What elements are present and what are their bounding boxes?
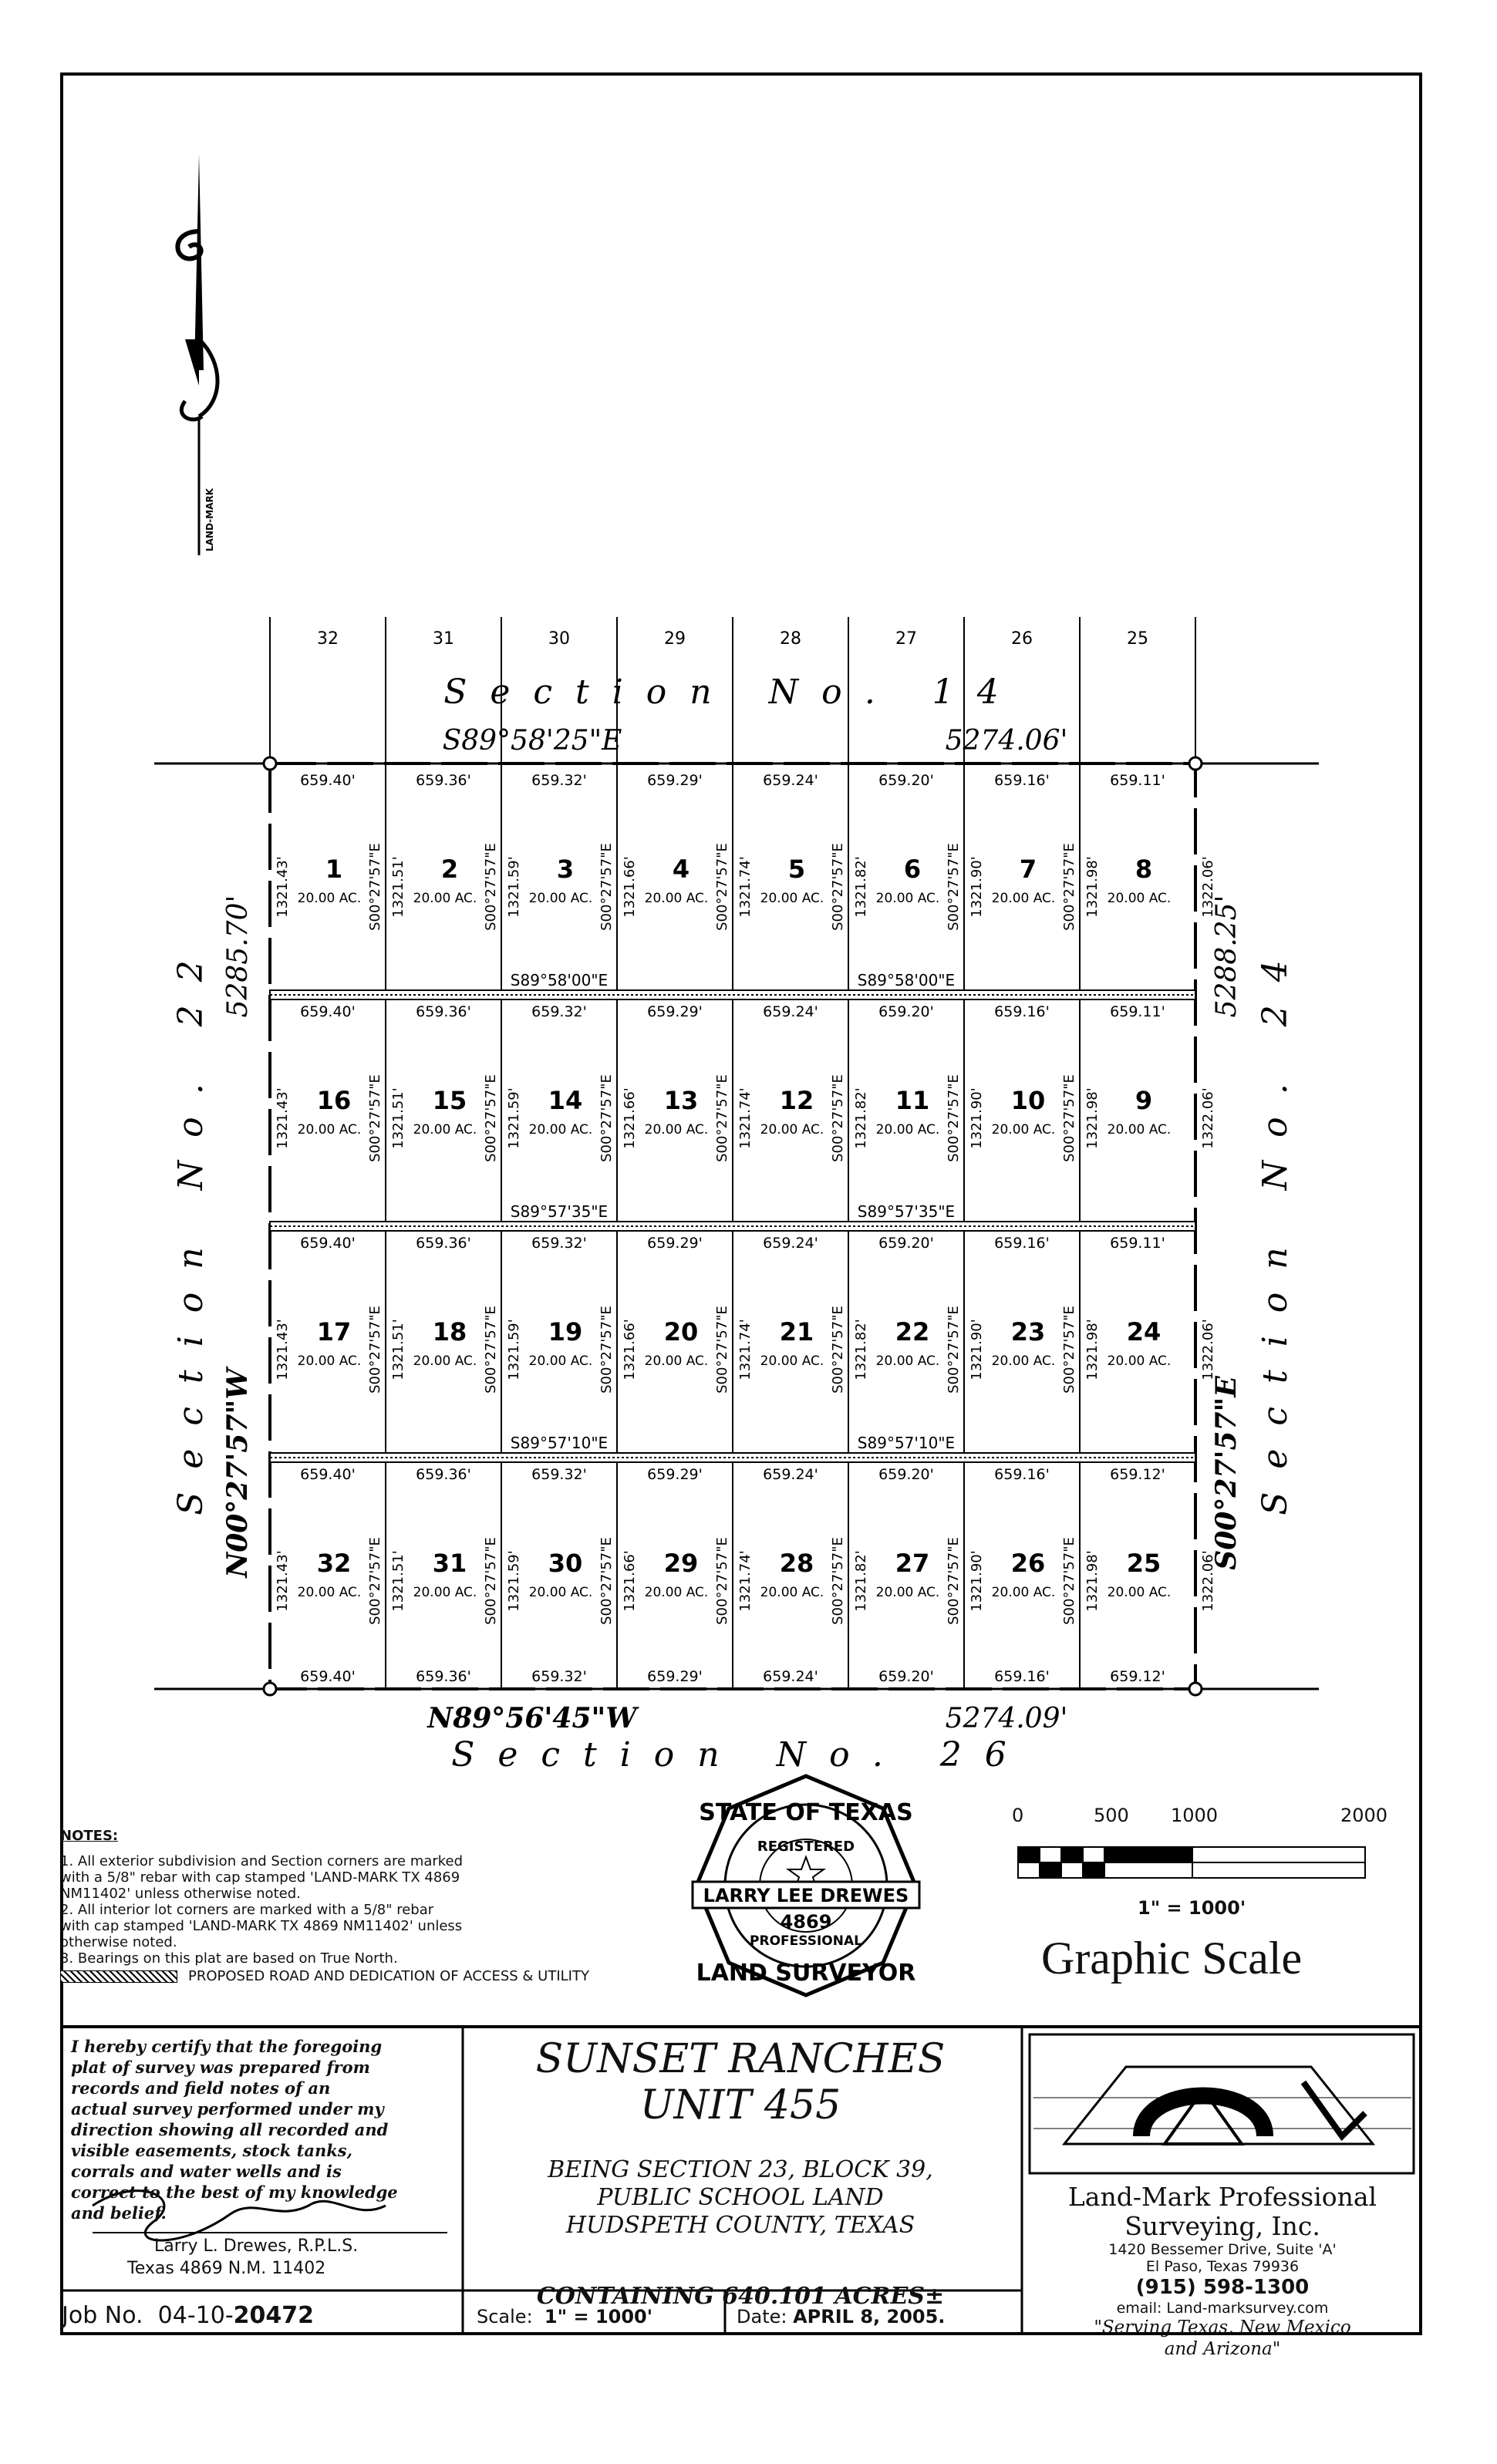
seal-number: 4869 — [780, 1911, 832, 1933]
lot-bearing: S00°27'57"E — [598, 843, 615, 931]
project-desc: BEING SECTION 23, BLOCK 39, — [548, 2156, 933, 2183]
lot-length: 1321.59' — [506, 1550, 522, 1612]
project-unit: UNIT 455 — [639, 2082, 841, 2129]
cert-line: and belief. — [71, 2203, 167, 2223]
lot-bearing: S00°27'57"E — [1061, 1537, 1077, 1625]
lot-width: 659.29' — [647, 1235, 703, 1252]
lot-area: 20.00 AC. — [760, 1353, 824, 1369]
notes-line: with a 5/8" rebar with cap stamped 'LAND-MARK TX 4869 — [60, 1869, 460, 1886]
date-value: APRIL 8, 2005. — [793, 2306, 946, 2327]
distance-east: 5288.25' — [1211, 895, 1242, 1018]
lot-width: 659.16' — [994, 1235, 1050, 1252]
notes-line: otherwise noted. — [60, 1934, 177, 1950]
lot-width: 659.20' — [878, 1235, 934, 1252]
road-bearing: S89°57'10"E — [857, 1434, 956, 1452]
scale-tick-label: 500 — [1094, 1805, 1129, 1826]
road-legend-label: PROPOSED ROAD AND DEDICATION OF ACCESS & UTILITY — [188, 1968, 589, 1984]
section-number: 25 — [1127, 629, 1148, 649]
road-legend — [60, 1968, 631, 1984]
lot-length: 1321.74' — [737, 1550, 754, 1612]
lot-length: 1321.43' — [275, 1087, 291, 1149]
notes-line: 3. Bearings on this plat are based on True North. — [60, 1950, 398, 1967]
lot-length: 1321.90' — [969, 1319, 985, 1380]
lot-number: 18 — [432, 1317, 467, 1347]
seal-professional: PROFESSIONAL — [750, 1933, 862, 1949]
lot-bearing: S00°27'57"E — [946, 1537, 962, 1625]
scale-box-label: Scale: — [477, 2306, 533, 2327]
firm-slogan: "Serving Texas, New Mexico — [1094, 2317, 1351, 2338]
lot-area: 20.00 AC. — [760, 1122, 824, 1138]
lot-length: 1321.82' — [853, 856, 869, 918]
notes-heading: NOTES: — [60, 1828, 119, 1844]
lot-number: 17 — [316, 1317, 352, 1347]
lot-area: 20.00 AC. — [1107, 1353, 1172, 1369]
section-number: 27 — [895, 629, 917, 649]
distance-north: 5274.06' — [945, 725, 1068, 757]
lot-number: 12 — [779, 1086, 814, 1115]
scale-tick-label: 1000 — [1171, 1805, 1219, 1826]
lot-length: 1321.43' — [275, 1319, 291, 1380]
lot-width: 659.40' — [300, 1003, 356, 1020]
lot-bearing: S00°27'57"E — [1061, 1306, 1077, 1394]
lot-length: 1321.43' — [275, 856, 291, 918]
lot-number: 22 — [895, 1317, 930, 1347]
lot-number: 13 — [663, 1086, 699, 1115]
lot-bearing: S00°27'57"E — [483, 1306, 499, 1394]
corner-monument — [264, 757, 276, 770]
lot-width: 659.32' — [531, 1235, 587, 1252]
firm-slogan: and Arizona" — [1164, 2339, 1281, 2359]
lot-length: 1321.59' — [506, 1319, 522, 1380]
corner-monument — [1189, 757, 1202, 770]
corner-monument — [264, 1683, 276, 1695]
lot-area: 20.00 AC. — [528, 891, 593, 906]
lot-width: 659.29' — [647, 772, 703, 789]
lot-width: 659.32' — [531, 772, 587, 789]
lot-number: 32 — [316, 1549, 352, 1578]
lot-area: 20.00 AC. — [528, 1122, 593, 1138]
plat-drawing — [154, 617, 1319, 1775]
lot-width: 659.16' — [994, 1003, 1050, 1020]
lot-length: 1321.51' — [390, 1550, 406, 1612]
lot-length: 1321.82' — [853, 1319, 869, 1380]
lot-width: 659.36' — [416, 772, 471, 789]
lot-number: 28 — [779, 1549, 814, 1578]
firm-name: Surveying, Inc. — [1124, 2211, 1320, 2241]
lot-bearing: S00°27'57"E — [830, 1537, 846, 1625]
lot-length: 1321.90' — [969, 1087, 985, 1149]
lot-width: 659.36' — [416, 1466, 471, 1483]
lot-number: 2 — [440, 854, 459, 884]
scale-tick-label: 2000 — [1340, 1805, 1388, 1826]
surveyor-seal — [693, 1776, 919, 1995]
lot-bearing: S00°27'57"E — [946, 1074, 962, 1162]
lot-length: 1322.06' — [1200, 1550, 1216, 1612]
lot-area: 20.00 AC. — [297, 1122, 362, 1138]
lot-width: 659.11' — [1110, 1003, 1165, 1020]
section-number: 30 — [548, 629, 570, 649]
section-number: 28 — [780, 629, 801, 649]
lot-number: 5 — [787, 854, 806, 884]
firm-address: 1420 Bessemer Drive, Suite 'A' — [1108, 2241, 1337, 2258]
lot-area: 20.00 AC. — [1107, 1122, 1172, 1138]
lot-number: 29 — [663, 1549, 699, 1578]
job-number — [62, 2302, 314, 2329]
lot-area: 20.00 AC. — [644, 1585, 709, 1600]
lot-width: 659.24' — [763, 772, 818, 789]
section-number: 31 — [433, 629, 454, 649]
notes-line: NM11402' unless otherwise noted. — [60, 1886, 301, 1902]
certification-text — [71, 2036, 457, 2223]
lot-area: 20.00 AC. — [875, 1585, 940, 1600]
lot-length: 1321.82' — [853, 1550, 869, 1612]
lot-area: 20.00 AC. — [644, 1122, 709, 1138]
lot-width: 659.12' — [1110, 1466, 1165, 1483]
lot-bearing: S00°27'57"E — [714, 1074, 730, 1162]
lot-bearing: S00°27'57"E — [946, 1306, 962, 1394]
lot-number: 26 — [1010, 1549, 1046, 1578]
lot-bearing: S00°27'57"E — [830, 1074, 846, 1162]
section-label-west: Section No. 22 — [171, 937, 211, 1515]
seal-registered: REGISTERED — [757, 1839, 855, 1855]
lot-bearing: S00°27'57"E — [714, 1537, 730, 1625]
notes-block — [60, 1828, 631, 1984]
lot-number: 10 — [1010, 1086, 1046, 1115]
cert-line: corrals and water wells and is — [71, 2162, 342, 2181]
lot-number: 31 — [432, 1549, 467, 1578]
lot-area: 20.00 AC. — [413, 1122, 477, 1138]
seal-state: STATE OF TEXAS — [699, 1799, 913, 1826]
lot-length: 1321.98' — [1084, 856, 1101, 918]
bearing-north: S89°58'25"E — [442, 725, 622, 757]
section-number: 26 — [1011, 629, 1033, 649]
lot-width: 659.32' — [531, 1003, 587, 1020]
lot-area: 20.00 AC. — [1107, 891, 1172, 906]
road-hatch-swatch — [60, 1970, 177, 1983]
lot-area: 20.00 AC. — [413, 1585, 477, 1600]
lot-length: 1321.59' — [506, 856, 522, 918]
lot-length: 1321.98' — [1084, 1087, 1101, 1149]
lot-length: 1322.06' — [1200, 856, 1216, 918]
lot-area: 20.00 AC. — [991, 1122, 1056, 1138]
lot-width: 659.40' — [300, 1235, 356, 1252]
lot-width: 659.16' — [994, 1668, 1050, 1685]
lot-width: 659.11' — [1110, 772, 1165, 789]
seal-name: LARRY LEE DREWES — [703, 1885, 909, 1906]
notes-line: with cap stamped 'LAND-MARK TX 4869 NM11402' unless — [60, 1918, 463, 1934]
lot-area: 20.00 AC. — [528, 1353, 593, 1369]
project-title-block — [463, 2036, 1018, 2310]
lot-width: 659.20' — [878, 1003, 934, 1020]
lot-area: 20.00 AC. — [991, 1585, 1056, 1600]
lot-number: 8 — [1135, 854, 1153, 884]
lot-width: 659.24' — [763, 1668, 818, 1685]
cert-line: records and field notes of an — [71, 2078, 331, 2098]
bearing-south: N89°56'45"W — [427, 1702, 637, 1734]
notes-line: 1. All exterior subdivision and Section corners are marked — [60, 1853, 464, 1869]
lot-bearing: S00°27'57"E — [483, 843, 499, 931]
job-prefix: 04-10- — [157, 2302, 234, 2329]
lot-area: 20.00 AC. — [760, 1585, 824, 1600]
lot-area: 20.00 AC. — [760, 891, 824, 906]
lot-bearing: S00°27'57"E — [830, 843, 846, 931]
lot-width: 659.12' — [1110, 1668, 1165, 1685]
lot-number: 16 — [316, 1086, 352, 1115]
graphic-scale — [1012, 1805, 1419, 1990]
scale-box-value: 1" = 1000' — [544, 2306, 653, 2327]
lot-bearing: S00°27'57"E — [367, 1074, 383, 1162]
lot-area: 20.00 AC. — [644, 1353, 709, 1369]
firm-address: El Paso, Texas 79936 — [1145, 2258, 1300, 2275]
lot-length: 1321.51' — [390, 856, 406, 918]
lot-bearing: S00°27'57"E — [367, 1306, 383, 1394]
lot-number: 11 — [895, 1086, 930, 1115]
lot-bearing: S00°27'57"E — [1061, 1074, 1077, 1162]
lot-width: 659.16' — [994, 772, 1050, 789]
lot-number: 14 — [548, 1086, 583, 1115]
lot-area: 20.00 AC. — [297, 1353, 362, 1369]
firm-phone: (915) 598-1300 — [1135, 2276, 1310, 2299]
lot-length: 1321.90' — [969, 856, 985, 918]
lot-area: 20.00 AC. — [644, 891, 709, 906]
lot-width: 659.29' — [647, 1466, 703, 1483]
lot-bearing: S00°27'57"E — [598, 1537, 615, 1625]
lot-number: 3 — [556, 854, 575, 884]
section-label-east: Section No. 24 — [1256, 937, 1295, 1515]
notes-line: 2. All interior lot corners are marked with a 5/8" rebar — [60, 1902, 434, 1918]
lot-width: 659.36' — [416, 1003, 471, 1020]
job-label: Job No. — [62, 2302, 143, 2329]
lot-number: 15 — [432, 1086, 467, 1115]
north-arrow-brand: LAND-MARK — [204, 488, 215, 551]
lot-length: 1321.66' — [622, 1319, 638, 1380]
road-bearing: S89°57'10"E — [510, 1434, 609, 1452]
lot-number: 4 — [672, 854, 690, 884]
lot-bearing: S00°27'57"E — [830, 1306, 846, 1394]
lot-area: 20.00 AC. — [297, 1585, 362, 1600]
signer-license: Texas 4869 N.M. 11402 — [127, 2259, 326, 2278]
lot-length: 1322.06' — [1200, 1087, 1216, 1149]
lot-number: 23 — [1010, 1317, 1046, 1347]
project-desc: HUDSPETH COUNTY, TEXAS — [565, 2212, 915, 2239]
project-title: SUNSET RANCHES — [535, 2036, 946, 2082]
lot-width: 659.36' — [416, 1235, 471, 1252]
lot-number: 21 — [779, 1317, 814, 1347]
lot-width: 659.16' — [994, 1466, 1050, 1483]
section-number: 29 — [664, 629, 686, 649]
lot-width: 659.24' — [763, 1466, 818, 1483]
lot-length: 1321.98' — [1084, 1550, 1101, 1612]
cert-line: I hereby certify that the foregoing — [71, 2037, 383, 2056]
lot-area: 20.00 AC. — [1107, 1585, 1172, 1600]
lot-number: 25 — [1126, 1549, 1162, 1578]
project-desc: PUBLIC SCHOOL LAND — [597, 2184, 884, 2211]
cert-line: visible easements, stock tanks, — [71, 2141, 352, 2160]
road-bearing: S89°58'00"E — [510, 971, 609, 989]
lot-width: 659.40' — [300, 1466, 356, 1483]
sheet-border — [62, 74, 1421, 2334]
lot-width: 659.32' — [531, 1668, 587, 1685]
signer-name: Larry L. Drewes, R.P.L.S. — [154, 2236, 359, 2256]
cert-line: plat of survey was prepared from — [71, 2058, 370, 2077]
lot-length: 1321.74' — [737, 856, 754, 918]
lot-width: 659.29' — [647, 1668, 703, 1685]
date-label: Date: — [737, 2306, 787, 2327]
lot-bearing: S00°27'57"E — [946, 843, 962, 931]
lot-width: 659.11' — [1110, 1235, 1165, 1252]
lot-bearing: S00°27'57"E — [367, 1537, 383, 1625]
lot-number: 20 — [663, 1317, 699, 1347]
lot-number: 9 — [1135, 1086, 1153, 1115]
firm-block — [1026, 2183, 1419, 2360]
lot-length: 1321.74' — [737, 1319, 754, 1380]
lot-length: 1321.43' — [275, 1550, 291, 1612]
lot-bearing: S00°27'57"E — [598, 1306, 615, 1394]
cert-line: direction showing all recorded and — [71, 2120, 389, 2139]
distance-west: 5285.70' — [222, 895, 254, 1018]
lot-width: 659.29' — [647, 1003, 703, 1020]
lot-number: 24 — [1126, 1317, 1162, 1347]
lot-bearing: S00°27'57"E — [714, 1306, 730, 1394]
firm-logo — [1033, 2067, 1411, 2144]
lot-area: 20.00 AC. — [413, 1353, 477, 1369]
lot-length: 1322.06' — [1200, 1319, 1216, 1380]
section-number: 32 — [317, 629, 339, 649]
cert-line: correct to the best of my knowledge — [71, 2183, 398, 2202]
lot-width: 659.32' — [531, 1466, 587, 1483]
scale-tick-label: 0 — [1012, 1805, 1024, 1826]
lot-length: 1321.98' — [1084, 1319, 1101, 1380]
lot-area: 20.00 AC. — [297, 891, 362, 906]
lot-length: 1321.51' — [390, 1319, 406, 1380]
lot-area: 20.00 AC. — [875, 1353, 940, 1369]
project-acreage: CONTAINING 640.101 ACRES± — [536, 2283, 945, 2310]
lot-area: 20.00 AC. — [991, 891, 1056, 906]
firm-email: email: Land-marksurvey.com — [1116, 2300, 1329, 2317]
scale-title: Graphic Scale — [1041, 1933, 1303, 1984]
lot-area: 20.00 AC. — [875, 1122, 940, 1138]
lot-bearing: S00°27'57"E — [1061, 843, 1077, 931]
lot-width: 659.36' — [416, 1668, 471, 1685]
section-label-north: Section No. 14 — [443, 672, 1022, 712]
lot-width: 659.40' — [300, 772, 356, 789]
road-bearing: S89°58'00"E — [857, 971, 956, 989]
lot-length: 1321.66' — [622, 1550, 638, 1612]
lot-bearing: S00°27'57"E — [483, 1074, 499, 1162]
firm-name: Land-Mark Professional — [1067, 2182, 1377, 2212]
job-id: 20472 — [233, 2302, 315, 2329]
lot-length: 1321.66' — [622, 856, 638, 918]
lot-bearing: S00°27'57"E — [714, 843, 730, 931]
lot-width: 659.40' — [300, 1668, 356, 1685]
lot-width: 659.20' — [878, 1466, 934, 1483]
section-label-south: Section No. 26 — [451, 1735, 1030, 1775]
lot-bearing: S00°27'57"E — [598, 1074, 615, 1162]
lot-length: 1321.66' — [622, 1087, 638, 1149]
lot-length: 1321.82' — [853, 1087, 869, 1149]
road-bearing: S89°57'35"E — [510, 1202, 609, 1221]
lot-width: 659.20' — [878, 1668, 934, 1685]
lot-area: 20.00 AC. — [413, 891, 477, 906]
lot-length: 1321.59' — [506, 1087, 522, 1149]
lot-length: 1321.51' — [390, 1087, 406, 1149]
lot-number: 30 — [548, 1549, 583, 1578]
lot-length: 1321.74' — [737, 1087, 754, 1149]
bearing-east: S00°27'57"E — [1210, 1376, 1242, 1570]
distance-south: 5274.09' — [945, 1703, 1068, 1734]
lot-bearing: S00°27'57"E — [483, 1537, 499, 1625]
lot-length: 1321.90' — [969, 1550, 985, 1612]
lot-number: 19 — [548, 1317, 583, 1347]
lot-width: 659.24' — [763, 1235, 818, 1252]
road-bearing: S89°57'35"E — [857, 1202, 956, 1221]
north-arrow — [177, 154, 217, 555]
lot-area: 20.00 AC. — [528, 1585, 593, 1600]
lot-bearing: S00°27'57"E — [367, 843, 383, 931]
lot-width: 659.24' — [763, 1003, 818, 1020]
lot-width: 659.20' — [878, 772, 934, 789]
lot-number: 7 — [1019, 854, 1037, 884]
scale-ratio: 1" = 1000' — [1138, 1897, 1246, 1919]
lot-number: 27 — [895, 1549, 930, 1578]
bearing-west: N00°27'57"W — [221, 1368, 254, 1578]
corner-monument — [1189, 1683, 1202, 1695]
lot-area: 20.00 AC. — [875, 891, 940, 906]
lot-area: 20.00 AC. — [991, 1353, 1056, 1369]
lot-number: 1 — [325, 854, 343, 884]
lot-number: 6 — [903, 854, 922, 884]
seal-land-surveyor: LAND SURVEYOR — [696, 1960, 916, 1987]
cert-line: actual survey performed under my — [71, 2099, 384, 2119]
